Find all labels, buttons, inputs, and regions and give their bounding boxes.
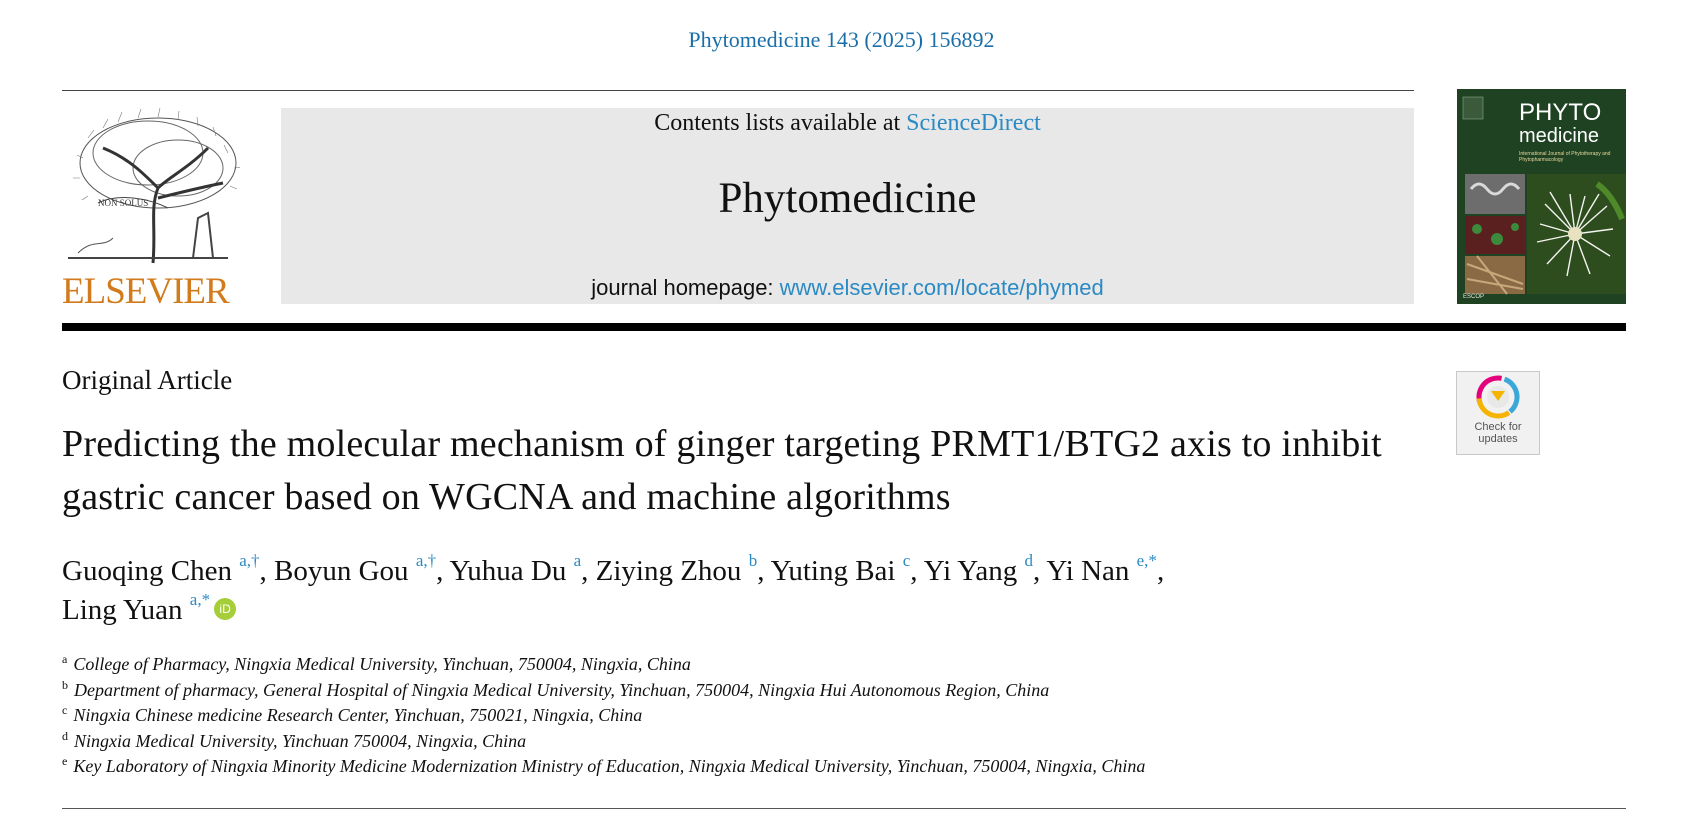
- journal-name: Phytomedicine: [718, 175, 977, 222]
- bottom-divider: [62, 808, 1626, 809]
- author-name[interactable]: Guoqing Chen: [62, 555, 232, 587]
- cover-title-line2: medicine: [1519, 125, 1600, 147]
- affiliation-item: [62, 754, 1562, 780]
- author-affiliation-mark[interactable]: b: [748, 551, 758, 571]
- affiliation-text: Ningxia Chinese medicine Research Center, Yinchuan, 750021, Ningxia, China: [73, 705, 643, 725]
- tree-motto: NON SOLUS: [98, 198, 149, 208]
- homepage-line: [281, 275, 1414, 301]
- affiliation-item: [62, 652, 1562, 678]
- crossmark-line2: updates: [1478, 433, 1518, 445]
- sciencedirect-link[interactable]: ScienceDirect: [906, 110, 1041, 136]
- affiliation-mark: c: [62, 703, 68, 717]
- author-name[interactable]: Boyun Gou: [274, 555, 409, 587]
- crossmark-line1: Check for: [1474, 421, 1522, 433]
- article-type: Original Article: [62, 365, 233, 395]
- author-name[interactable]: Ziying Zhou: [595, 555, 742, 587]
- author-affiliation-mark[interactable]: c: [902, 551, 911, 571]
- author-name[interactable]: Yi Nan: [1046, 555, 1130, 587]
- author-name[interactable]: Yuhua Du: [449, 555, 567, 587]
- author-affiliation-mark[interactable]: a,†: [415, 551, 437, 571]
- author-affiliation-mark[interactable]: a,*: [189, 590, 211, 610]
- orcid-icon[interactable]: iD: [214, 598, 236, 620]
- affiliation-mark: e: [62, 754, 68, 768]
- check-for-updates-button[interactable]: [1456, 371, 1540, 455]
- author-name[interactable]: Ling Yuan: [62, 594, 183, 626]
- affiliation-text: Ningxia Medical University, Yinchuan 750004, Ningxia, China: [74, 730, 527, 751]
- author-list: Guoqing Chen $^{a,\dagger}$, Boyun Gou $^{a,\dagger}$, Yuhua Du $^a$, Ziying Zhou $^b$, Yuting Bai $^c$, Yi Yang $^d$, Yi Nan $^{e,*}$, Ling Yuan $^{a,*}$ iD: [62, 551, 1165, 626]
- affiliations-list: [62, 652, 1562, 780]
- contents-line: [281, 108, 1414, 138]
- affiliation-text: Key Laboratory of Ningxia Minority Medicine Modernization Ministry of Education, Ningxia Medical University, Yinchuan, 750004, Ningxia, China: [73, 756, 1146, 776]
- journal-homepage-link[interactable]: www.elsevier.com/locate/phymed: [779, 275, 1104, 300]
- affiliation-item: [62, 703, 1562, 729]
- affiliation-mark: d: [62, 728, 68, 743]
- top-divider: [62, 90, 1414, 91]
- journal-citation[interactable]: Phytomedicine 143 (2025) 156892: [688, 27, 995, 52]
- elsevier-tree-icon: [58, 108, 240, 268]
- author-affiliation-mark[interactable]: a: [573, 551, 582, 571]
- cover-footer: ESCOP: [1463, 294, 1485, 300]
- crossmark-icon: [1476, 375, 1520, 419]
- author-affiliation-mark[interactable]: a,†: [239, 551, 260, 571]
- affiliation-item: [62, 678, 1562, 704]
- affiliation-mark: b: [62, 677, 68, 692]
- cover-title-line1: PHYTO: [1519, 99, 1602, 126]
- contents-prefix: Contents lists available at: [654, 110, 907, 136]
- homepage-prefix: journal homepage:: [591, 275, 780, 300]
- author-affiliation-mark[interactable]: d: [1024, 551, 1033, 571]
- article-title: Predicting the molecular mechanism of ginger targeting PRMT1/BTG2 axis to inhibit gastric cancer based on WGCNA and machine algorithms: [62, 423, 1382, 518]
- affiliation-text: College of Pharmacy, Ningxia Medical University, Yinchuan, 750004, Ningxia, China: [73, 654, 691, 674]
- header-thick-divider: [62, 323, 1626, 331]
- elsevier-wordmark: ELSEVIER: [62, 271, 229, 312]
- elsevier-logo[interactable]: [58, 108, 240, 312]
- affiliation-item: [62, 729, 1562, 755]
- journal-banner: [281, 108, 1414, 304]
- author-affiliation-mark[interactable]: e,*: [1136, 551, 1157, 571]
- affiliation-text: Department of pharmacy, General Hospital of Ningxia Medical University, Yinchuan, 750004, Ningxia Hui Autonomous Region, China: [74, 679, 1050, 700]
- author-name[interactable]: Yuting Bai: [770, 555, 896, 587]
- author-name[interactable]: Yi Yang: [923, 555, 1018, 587]
- affiliation-mark: a: [62, 652, 68, 666]
- crossmark-label: [1457, 421, 1539, 445]
- journal-cover[interactable]: [1457, 89, 1626, 304]
- cover-tagline: International Journal of Phytotherapy and Phytopharmacology: [1519, 151, 1611, 163]
